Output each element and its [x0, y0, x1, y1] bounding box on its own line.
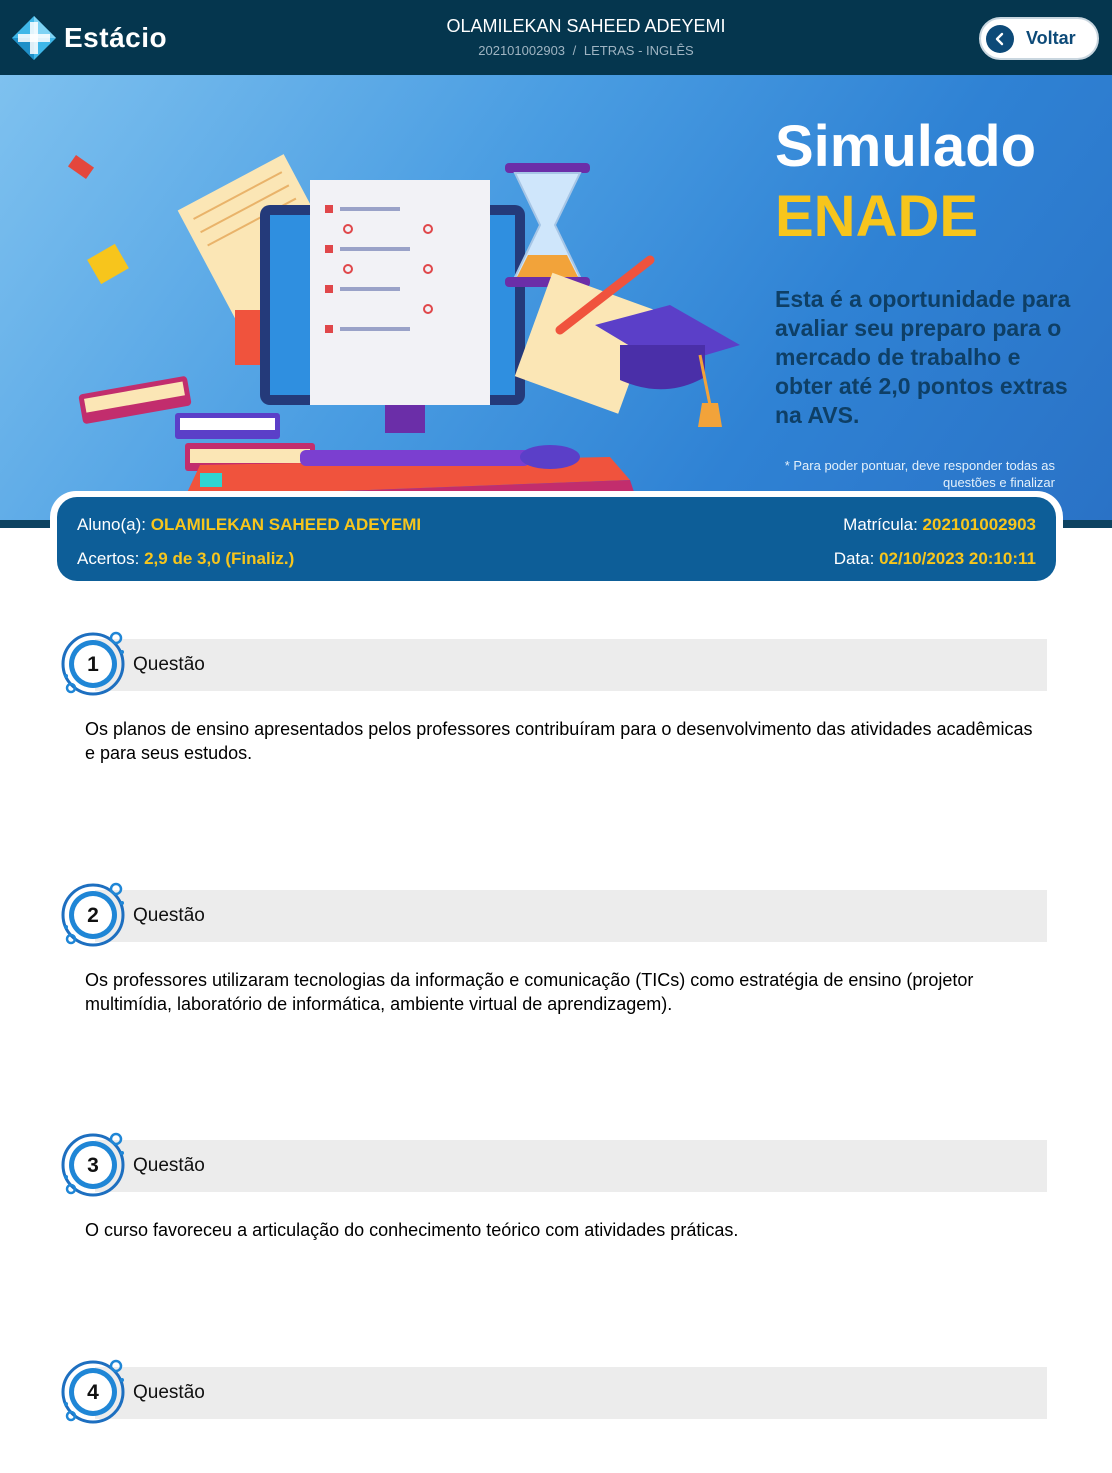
banner-description: Esta é a oportunidade para avaliar seu preparo para o mercado de trabalho e obter até 2,0 pontos extras na AVS.: [775, 286, 1071, 428]
question-number: 3: [87, 1154, 99, 1177]
question-title: Questão: [133, 1382, 205, 1403]
question-text: Os planos de ensino apresentados pelos professores contribuíram para o desenvolvimento das atividades acadêmicas e para seus estudos.: [85, 719, 1033, 763]
info-row-2: [77, 549, 1036, 569]
question-title: Questão: [133, 654, 205, 675]
back-button-label: Voltar: [1026, 28, 1076, 48]
date-label: Data:: [833, 549, 875, 568]
banner-footnote: * Para poder pontuar, deve responder todas as questões e finalizar: [784, 458, 1055, 490]
estacio-logo[interactable]: [10, 14, 167, 62]
question-number: 4: [87, 1381, 99, 1404]
question-header-bar: [95, 639, 1047, 691]
date-field: [834, 549, 1036, 569]
score-field: [77, 549, 294, 569]
header-registration: 202101002903: [478, 43, 566, 58]
question-header-bar: [95, 1367, 1047, 1419]
question-title: Questão: [133, 1155, 205, 1176]
header-subtitle: [350, 43, 822, 58]
back-button[interactable]: [979, 17, 1099, 60]
info-row-1: [77, 515, 1036, 535]
banner-title: Simulado: [775, 114, 1037, 179]
score-label: Acertos:: [77, 549, 140, 568]
score-value: 2,9 de 3,0 (Finaliz.): [144, 549, 295, 568]
student-info-card: [57, 497, 1056, 581]
top-header: [0, 0, 1112, 75]
question-header-bar: [95, 1140, 1047, 1192]
chevron-left-icon: [986, 25, 1014, 53]
question-title: Questão: [133, 905, 205, 926]
question-text: Os professores utilizaram tecnologias da informação e comunicação (TICs) como estratégia de ensino (projetor multimídia, laboratório de informática, ambiente virtual de aprendizagem).: [85, 970, 974, 1014]
student-field: [77, 515, 421, 535]
user-info: [350, 16, 822, 58]
student-label: Aluno(a):: [77, 515, 146, 534]
question-text: O curso favoreceu a articulação do conhecimento teórico com atividades práticas.: [85, 1220, 739, 1240]
date-value: 02/10/2023 20:10:11: [879, 549, 1036, 568]
registration-label: Matrícula:: [843, 515, 918, 534]
registration-value: 202101002903: [922, 515, 1036, 534]
banner-subtitle: ENADE: [775, 184, 979, 249]
exam-illustration: [50, 145, 770, 525]
question-number: 2: [87, 904, 99, 927]
question-header-bar: [95, 890, 1047, 942]
question-number: 1: [87, 653, 99, 676]
header-course: LETRAS - INGLÊS: [583, 43, 694, 58]
hero-banner: [0, 75, 1112, 525]
registration-field: [843, 515, 1036, 535]
student-value: OLAMILEKAN SAHEED ADEYEMI: [150, 515, 422, 534]
estacio-diamond-icon: [10, 14, 58, 62]
header-student-name: OLAMILEKAN SAHEED ADEYEMI: [446, 16, 726, 36]
logo-text: Estácio: [64, 22, 168, 53]
header-separator: /: [572, 43, 577, 58]
